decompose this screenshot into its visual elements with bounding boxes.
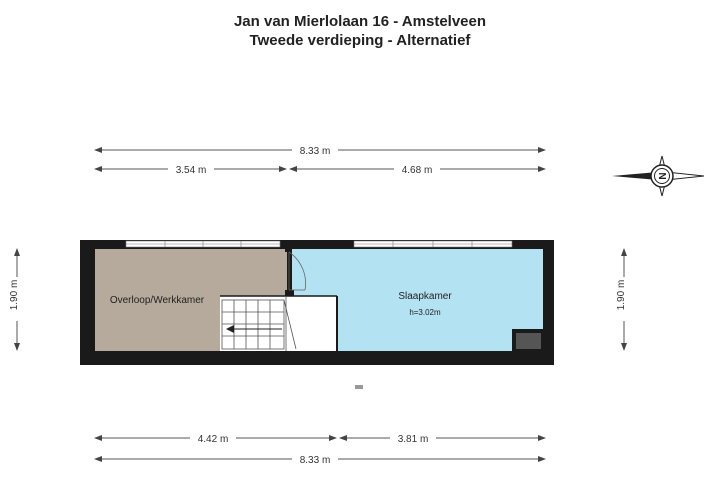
room-height-slaapkamer: h=3.02m — [409, 308, 441, 317]
dim-label-bottom-left: 4.42 m — [197, 434, 229, 445]
interior-wall — [285, 240, 292, 252]
dim-label-bottom-right: 3.81 m — [397, 434, 429, 445]
dim-label-right-height: 1.90 m — [616, 279, 627, 311]
compass-letter: N — [658, 172, 669, 180]
dim-label-left-height: 1.90 m — [9, 279, 20, 311]
dim-label-top-right: 4.68 m — [401, 165, 433, 176]
dim-label-top-left: 3.54 m — [175, 165, 207, 176]
dim-label-bottom-total: 8.33 m — [299, 455, 331, 466]
top-dimensions — [95, 143, 545, 176]
room-label-slaapkamer: Slaapkamer — [398, 291, 452, 302]
compass-icon — [612, 156, 704, 196]
bottom-dimensions — [95, 431, 545, 466]
plan-subtitle: Tweede verdieping - Alternatief — [249, 32, 471, 49]
plan-title: Jan van Mierlolaan 16 - Amstelveen — [233, 13, 487, 30]
stair-area — [220, 296, 337, 351]
dim-label-top-total: 8.33 m — [299, 146, 331, 157]
room-label-overloop: Overloop/Werkkamer — [109, 295, 205, 306]
floor-plan — [80, 240, 554, 389]
